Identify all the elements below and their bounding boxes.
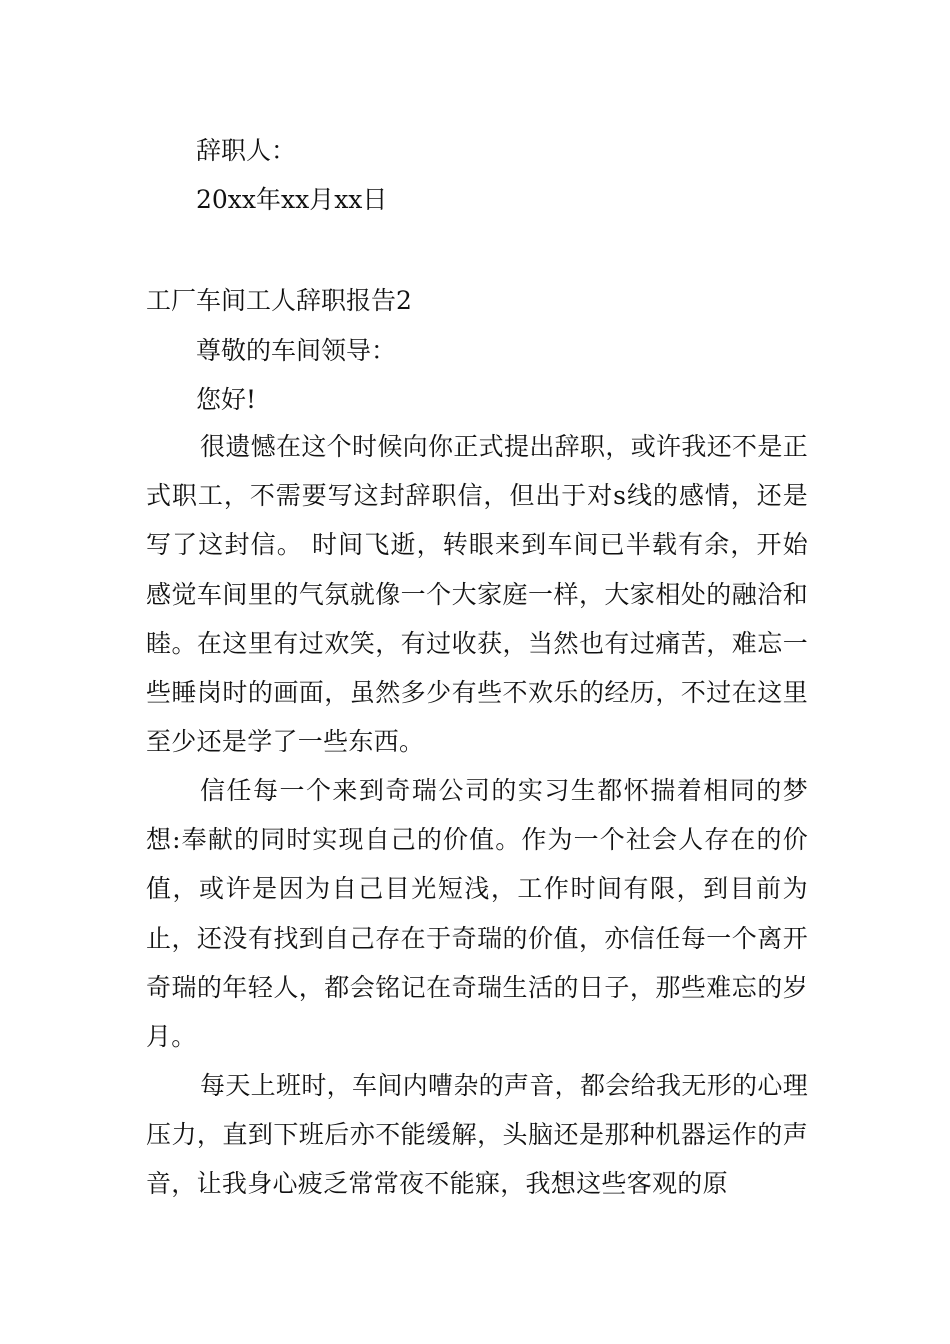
- signature-date: 20xx年xx月xx日: [196, 185, 388, 214]
- greeting: 您好!: [196, 385, 257, 414]
- resigner-label: 辞职人：: [196, 136, 297, 165]
- salutation: 尊敬的车间领导：: [196, 336, 397, 365]
- body-paragraph-3: 每天上班时，车间内嘈杂的声音，都会给我无形的心理压力，直到下班后亦不能缓解，头脑还是那种机器运作的声音，让我身心疲乏常常夜不能寐，我想这些客观的原: [146, 1071, 808, 1199]
- section-title: 工厂车间工人辞职报告2: [146, 286, 412, 315]
- body-paragraph-1: 很遗憾在这个时候向你正式提出辞职，或许我还不是正式职工，不需要写这封辞职信，但出于对s线的感情，还是写了这封信。 时间飞逝，转眼来到车间已半载有余，开始感觉车间里的气氛就像一个大家庭一样，大家相处的融洽和睦。在这里有过欢笑，有过收获，当然也有过痛苦，难忘一些睡岗时的画面，虽然多少有些不欢乐的经历，不过在这里至少还是学了一些东西。: [146, 432, 808, 757]
- body-paragraph-2: 信任每一个来到奇瑞公司的实习生都怀揣着相同的梦想:奉献的同时实现自己的价值。作为一个社会人存在的价值，或许是因为自己目光短浅，工作时间有限，到目前为止，还没有找到自己存在于奇瑞的价值，亦信任每一个离开奇瑞的年轻人，都会铭记在奇瑞生活的日子，那些难忘的岁月。: [146, 776, 808, 1052]
